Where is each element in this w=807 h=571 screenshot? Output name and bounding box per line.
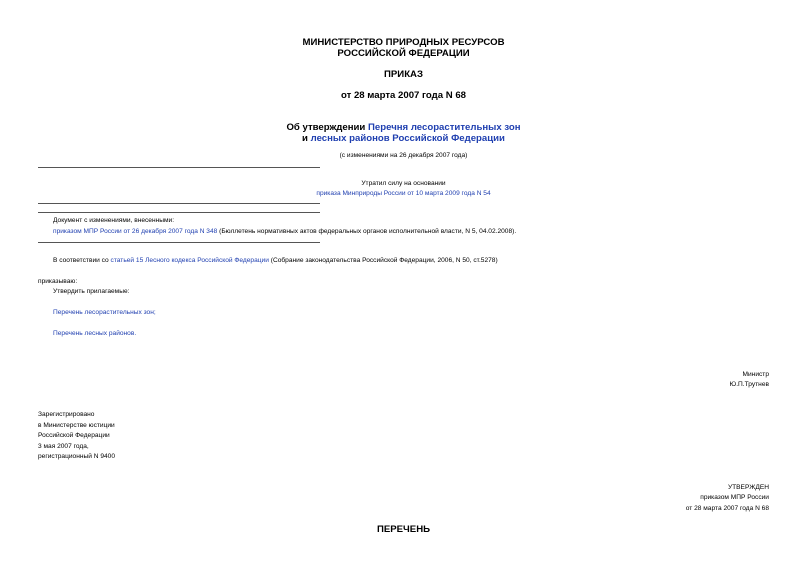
title-line-1 bbox=[0, 122, 807, 133]
divider bbox=[38, 242, 320, 243]
forest-code-link[interactable]: статьей 15 Лесного кодекса Российской Федерации bbox=[110, 257, 269, 264]
changes-intro: Документ с изменениями, внесенными: bbox=[53, 217, 175, 224]
registration-line-4: 3 мая 2007 года, bbox=[38, 443, 89, 450]
divider bbox=[38, 212, 320, 213]
title-connector: и bbox=[302, 133, 308, 144]
registration-line-1: Зарегистрировано bbox=[38, 411, 95, 418]
list-item-zones-link[interactable]: Перечень лесорастительных зон; bbox=[53, 309, 156, 316]
document-date: от 28 марта 2007 года N 68 bbox=[340, 90, 467, 101]
title-prefix: Об утверждении bbox=[286, 122, 366, 133]
basis-suffix: (Собрание законодательства Российской Федерации, 2006, N 50, ст.5278) bbox=[268, 257, 498, 264]
list-heading: ПЕРЕЧЕНЬ bbox=[376, 524, 431, 535]
registration-line-2: в Министерстве юстиции bbox=[38, 422, 115, 429]
signature-name: Ю.П.Трутнев bbox=[729, 381, 769, 388]
changes-line bbox=[53, 227, 516, 238]
list-item-regions-link[interactable]: Перечень лесных районов. bbox=[53, 330, 137, 337]
title-link-regions[interactable]: лесных районов Российской Федерации bbox=[310, 133, 505, 144]
registration-line-5: регистрационный N 9400 bbox=[38, 453, 116, 460]
status-line: Утратил силу на основании bbox=[361, 180, 446, 187]
changes-order-link[interactable]: приказом МПР России от 26 декабря 2007 года N 348 bbox=[53, 228, 218, 235]
approved-line-1: УТВЕРЖДЕН bbox=[727, 484, 769, 491]
divider bbox=[38, 203, 320, 204]
changes-source: (Бюллетень нормативных актов федеральных органов исполнительной власти, N 5, 04.02.2008). bbox=[217, 228, 517, 235]
repeal-order-link[interactable]: приказа Минприроды России от 10 марта 2009 года N 54 bbox=[316, 190, 491, 197]
signature-position: Министр bbox=[742, 371, 769, 378]
order-verb: приказываю: bbox=[38, 278, 78, 285]
ministry-line-2: РОССИЙСКОЙ ФЕДЕРАЦИИ bbox=[337, 48, 470, 59]
basis-paragraph bbox=[53, 256, 498, 267]
ministry-line-1: МИНИСТЕРСТВО ПРИРОДНЫХ РЕСУРСОВ bbox=[302, 37, 505, 48]
approved-line-3: от 28 марта 2007 года N 68 bbox=[685, 505, 769, 512]
registration-line-3: Российской Федерации bbox=[38, 432, 110, 439]
title-link-zones[interactable]: Перечня лесорастительных зон bbox=[368, 122, 521, 133]
amendment-note: (с изменениями на 26 декабря 2007 года) bbox=[339, 152, 468, 159]
approved-line-2: приказом МПР России bbox=[700, 494, 769, 501]
document-type: ПРИКАЗ bbox=[384, 69, 423, 80]
approve-line: Утвердить прилагаемые: bbox=[53, 288, 130, 295]
divider bbox=[38, 167, 320, 168]
title-line-2 bbox=[0, 133, 807, 144]
basis-prefix: В соответствии со bbox=[53, 257, 111, 264]
